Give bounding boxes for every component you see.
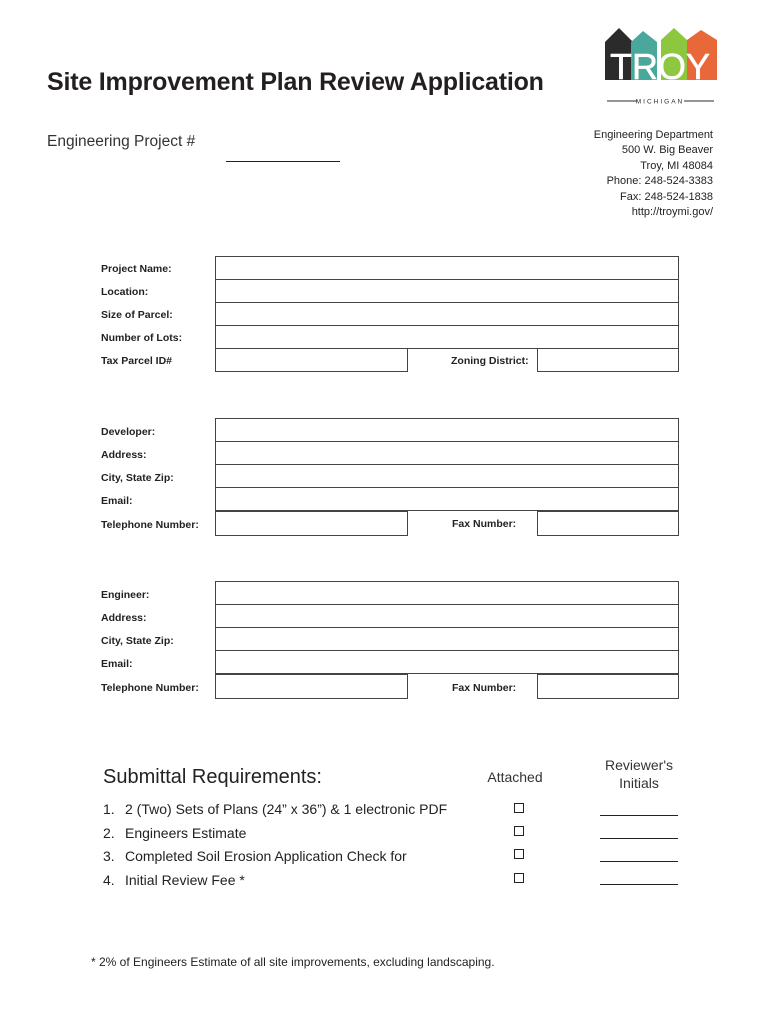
engineer-fax-field[interactable] [537,674,679,699]
lots-field[interactable] [215,325,679,349]
engineer-field[interactable] [215,581,679,605]
engineer-address-field[interactable] [215,604,679,628]
reviewer-initials-header [594,756,684,792]
requirement-item [103,825,246,841]
requirement-number: 1. [103,801,115,817]
page-title: Site Improvement Plan Review Application [47,68,544,96]
requirement-text: 2 (Two) Sets of Plans (24” x 36”) & 1 electronic PDF [125,801,448,817]
requirement-number: 2. [103,825,115,841]
zoning-field[interactable] [537,348,679,372]
requirement-number: 3. [103,848,115,864]
project-name-field[interactable] [215,256,679,280]
parcel-size-field[interactable] [215,302,679,326]
contact-street: 500 W. Big Beaver [621,144,713,157]
engineer-label: Engineer: [101,589,150,601]
requirement-text: Engineers Estimate [125,825,247,841]
requirement-text: Completed Soil Erosion Application Check for [125,848,407,864]
engineer-city-label: City, State Zip: [101,635,174,647]
developer-fax-label: Fax Number: [452,518,517,530]
developer-email-field[interactable] [215,487,679,511]
contact-fax: Fax: 248-524-1838 [620,190,713,203]
attached-column-header: Attached [487,769,543,785]
attached-checkbox-4[interactable] [514,873,524,883]
contact-block [594,128,713,220]
requirement-item [103,848,407,864]
reviewer-initials-field-2[interactable] [600,838,678,839]
attached-checkbox-3[interactable] [514,849,524,859]
logo-state: MICHIGAN [635,98,685,106]
footnote: * 2% of Engineers Estimate of all site improvements, excluding landscaping. [91,955,495,969]
contact-url: http://troymi.gov/ [631,206,713,219]
parcel-size-label: Size of Parcel: [101,309,173,321]
tax-parcel-field[interactable] [215,348,408,372]
lots-label: Number of Lots: [101,332,183,344]
engineer-email-label: Email: [101,658,133,670]
engineer-email-field[interactable] [215,650,679,674]
developer-city-field[interactable] [215,464,679,488]
requirement-item [103,801,447,817]
reviewer-initials-field-1[interactable] [600,815,678,816]
engineer-address-label: Address: [101,612,147,624]
engineer-phone-field[interactable] [215,674,408,699]
engineering-project-field[interactable] [226,161,340,162]
developer-address-label: Address: [101,449,147,461]
tax-parcel-label: Tax Parcel ID# [101,355,173,367]
requirement-text: Initial Review Fee * [125,872,245,888]
location-field[interactable] [215,279,679,303]
developer-phone-field[interactable] [215,511,408,536]
contact-phone: Phone: 248-524-3383 [606,175,713,188]
engineer-city-field[interactable] [215,627,679,651]
logo-word: TROY [609,46,711,87]
location-label: Location: [101,286,149,298]
engineer-fax-label: Fax Number: [452,682,517,694]
requirements-title: Submittal Requirements: [103,766,322,788]
attached-checkbox-2[interactable] [514,826,524,836]
reviewer-header-line2: Initials [619,775,659,791]
reviewer-header-line1: Reviewer's [604,757,674,773]
contact-city: Troy, MI 48084 [640,159,713,172]
developer-address-field[interactable] [215,441,679,465]
developer-label: Developer: [101,426,156,438]
reviewer-initials-field-4[interactable] [600,884,678,885]
project-name-label: Project Name: [101,263,172,275]
requirement-number: 4. [103,872,115,888]
zoning-label: Zoning District: [451,355,529,367]
reviewer-initials-field-3[interactable] [600,861,678,862]
developer-fax-field[interactable] [537,511,679,536]
requirement-item [103,872,245,888]
developer-city-label: City, State Zip: [101,472,174,484]
engineering-project-label: Engineering Project # [47,133,196,150]
contact-department: Engineering Department [593,129,713,141]
developer-email-label: Email: [101,495,133,507]
developer-field[interactable] [215,418,679,442]
troy-logo [603,26,718,106]
developer-phone-label: Telephone Number: [101,519,199,531]
attached-checkbox-1[interactable] [514,803,524,813]
engineer-phone-label: Telephone Number: [101,682,199,694]
